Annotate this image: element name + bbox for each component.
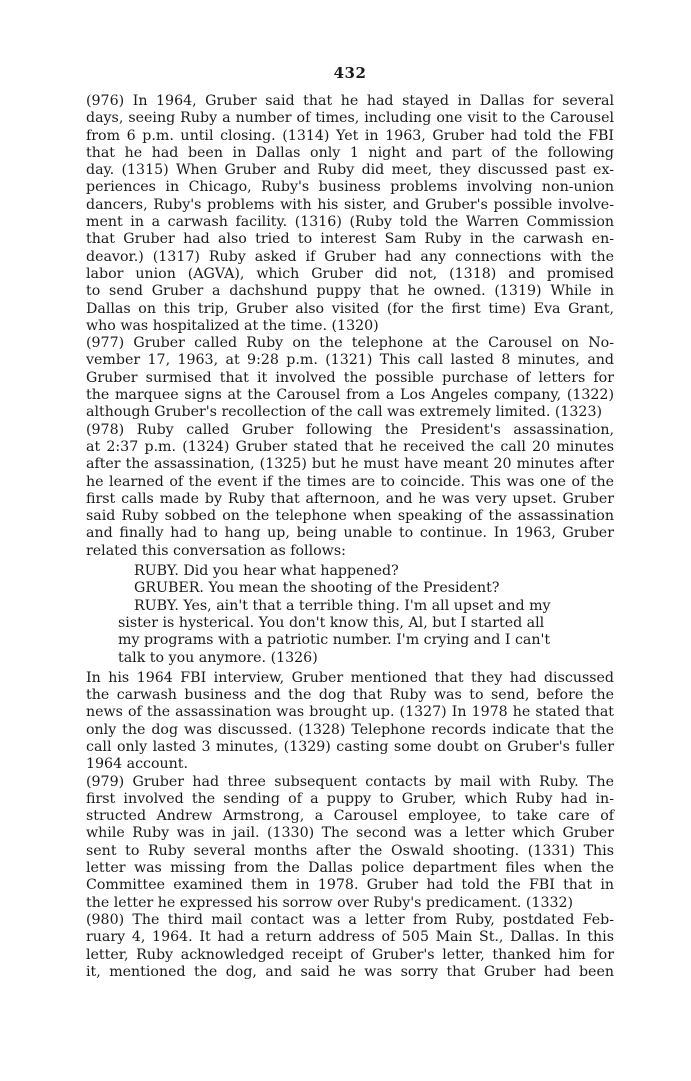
paragraph-p978b <box>86 670 614 774</box>
text-line: first involved the sending of a puppy to Gruber, which Ruby had in- <box>86 790 614 807</box>
text-line: only the dog was discussed. (1328) Telephone records indicate that the <box>86 721 614 738</box>
text-line: (978) Ruby called Gruber following the President's assassination, <box>86 421 614 438</box>
paragraph-p976 <box>86 93 614 335</box>
body-text <box>86 93 614 981</box>
text-line: Gruber surmised that it involved the possible purchase of letters for <box>86 369 614 386</box>
text-line: Dallas on this trip, Gruber also visited (for the first time) Eva Grant, <box>86 300 614 317</box>
text-line: my programs with a patriotic number. I'm crying and I can't <box>118 632 551 649</box>
text-line: he learned of the event if the times are to coincide. This was one of the <box>86 473 614 490</box>
text-line: that Gruber had also tried to interest Sam Ruby in the carwash en- <box>86 231 614 248</box>
paragraph-p980 <box>86 912 614 981</box>
text-line: letter was missing from the Dallas police department files when the <box>86 860 614 877</box>
text-line: (976) In 1964, Gruber said that he had stayed in Dallas for several <box>86 93 614 109</box>
text-line: news of the assassination was brought up. (1327) In 1978 he stated that <box>86 704 614 721</box>
paragraph-p977 <box>86 335 614 421</box>
text-line: although Gruber's recollection of the call was extremely limited. (1323) <box>86 404 603 421</box>
text-line: while Ruby was in jail. (1330) The second was a letter which Gruber <box>86 825 614 842</box>
text-line: related this conversation as follows: <box>86 542 346 559</box>
text-line: structed Andrew Armstrong, a Carousel employee, to take care of <box>86 808 614 825</box>
text-line: RUBY. Yes, ain't that a terrible thing. I'm all upset and my <box>134 597 551 614</box>
quote-block <box>86 563 614 667</box>
text-line: deavor.) (1317) Ruby asked if Gruber had any connections with the <box>86 248 614 265</box>
text-line: it, mentioned the dog, and said he was sorry that Gruber had been <box>86 963 614 980</box>
text-line: from 6 p.m. until closing. (1314) Yet in 1963, Gruber had told the FBI <box>86 127 614 144</box>
text-line: after the assassination, (1325) but he must have meant 20 minutes after <box>86 456 614 473</box>
text-line: vember 17, 1963, at 9:28 p.m. (1321) This call lasted 8 minutes, and <box>86 352 614 369</box>
text-line: said Ruby sobbed on the telephone when speaking of the assassination <box>86 508 614 525</box>
text-line: (977) Gruber called Ruby on the telephone at the Carousel on No- <box>86 335 614 352</box>
text-line: day. (1315) When Gruber and Ruby did meet, they discussed past ex- <box>86 162 614 179</box>
text-line: the letter he expressed his sorrow over Ruby's predicament. (1332) <box>86 894 574 911</box>
text-line: labor union (AGVA), which Gruber did not, (1318) and promised <box>86 265 614 282</box>
paragraph-p978 <box>86 422 614 560</box>
text-line: to send Gruber a dachshund puppy that he owned. (1319) While in <box>86 283 614 300</box>
text-line: letter, Ruby acknowledged receipt of Gruber's letter, thanked him for <box>86 946 614 963</box>
text-line: sister is hysterical. You don't know this, Al, but I started all <box>118 614 545 631</box>
text-line: days, seeing Ruby a number of times, including one visit to the Carousel <box>86 110 614 127</box>
text-line: GRUBER. You mean the shooting of the President? <box>134 580 500 597</box>
text-line: Committee examined them in 1978. Gruber had told the FBI that in <box>86 877 614 894</box>
text-line: dancers, Ruby's problems with his sister, and Gruber's possible involve- <box>86 196 614 213</box>
page-number: 432 <box>333 64 367 82</box>
text-line: 1964 account. <box>86 756 188 773</box>
text-line: talk to you anymore. (1326) <box>118 649 318 666</box>
paragraph-p979 <box>86 774 614 912</box>
text-line: (979) Gruber had three subsequent contacts by mail with Ruby. The <box>86 773 614 790</box>
text-line: who was hospitalized at the time. (1320) <box>86 317 379 334</box>
text-line: ment in a carwash facility. (1316) (Ruby told the Warren Commission <box>86 214 614 231</box>
text-line: call only lasted 3 minutes, (1329) casting some doubt on Gruber's fuller <box>86 738 614 755</box>
text-line: In his 1964 FBI interview, Gruber mentioned that they had discussed <box>86 669 614 686</box>
text-line: that he had been in Dallas only 1 night and part of the following <box>86 144 614 161</box>
text-line: first calls made by Ruby that afternoon, and he was very upset. Gruber <box>86 490 614 507</box>
text-line: ruary 4, 1964. It had a return address of 505 Main St., Dallas. In this <box>86 929 614 946</box>
text-line: sent to Ruby several months after the Oswald shooting. (1331) This <box>86 842 614 859</box>
text-line: periences in Chicago, Ruby's business problems involving non-union <box>86 179 614 196</box>
text-line: the carwash business and the dog that Ruby was to send, before the <box>86 687 614 704</box>
text-line: (980) The third mail contact was a letter from Ruby, postdated Feb- <box>86 911 614 928</box>
text-line: and finally had to hang up, being unable to continue. In 1963, Gruber <box>86 525 614 542</box>
text-line: RUBY. Did you hear what happened? <box>134 563 399 580</box>
text-line: the marquee signs at the Carousel from a Los Angeles company, (1322) <box>86 387 614 404</box>
text-line: at 2:37 p.m. (1324) Gruber stated that he received the call 20 minutes <box>86 438 614 455</box>
document-page <box>86 64 614 981</box>
